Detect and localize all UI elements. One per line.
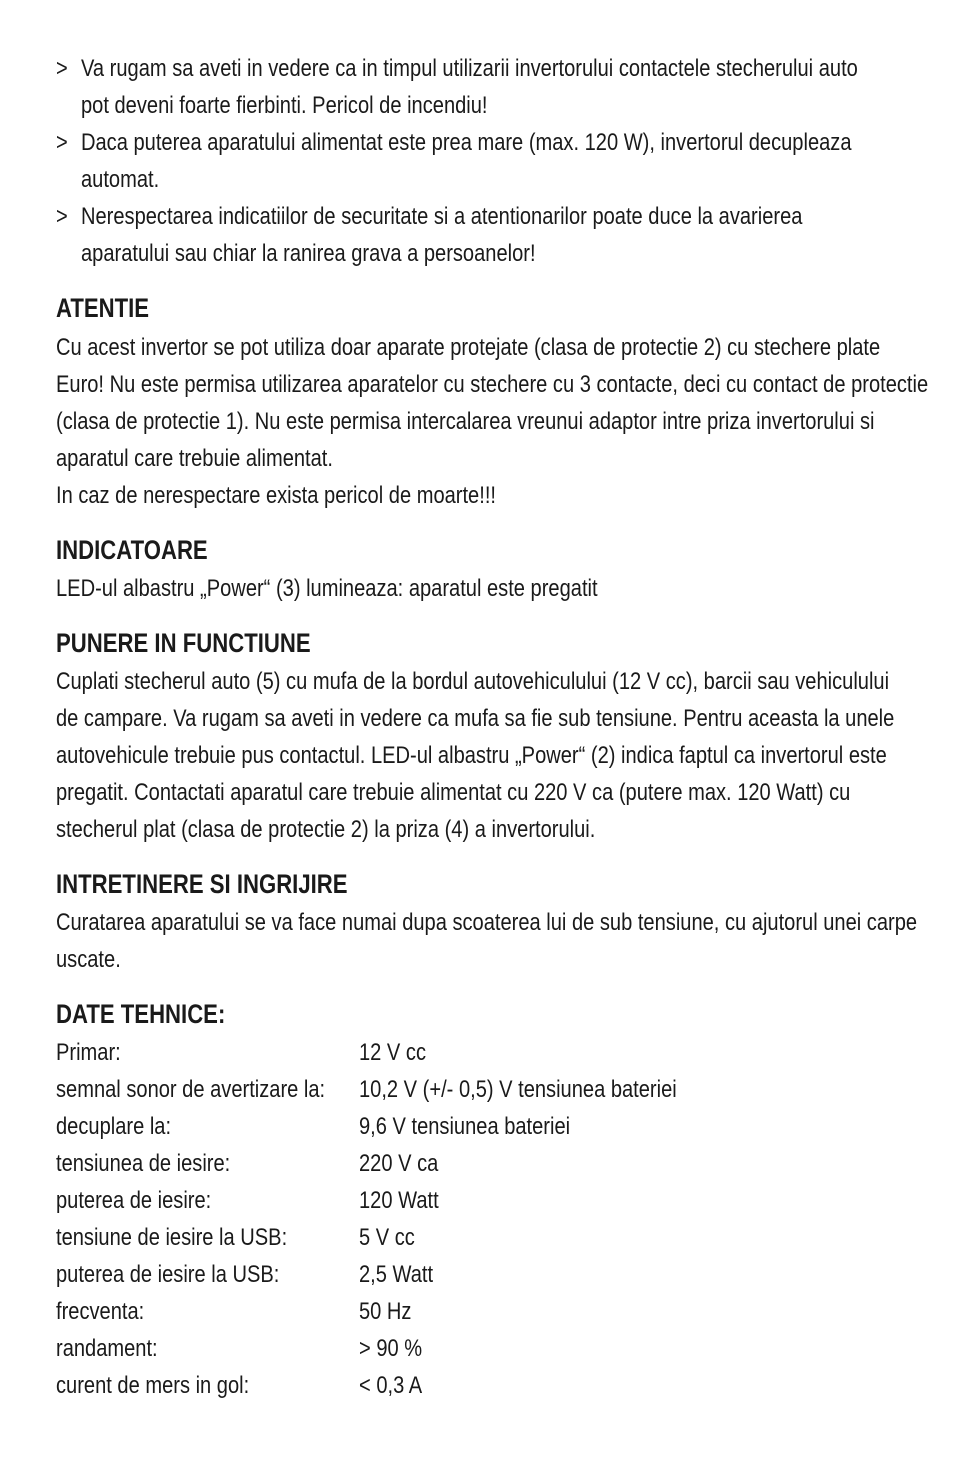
section-heading: DATE TEHNICE: xyxy=(56,999,226,1029)
paragraph-line: uscate. xyxy=(56,946,121,973)
spec-value: 12 V cc xyxy=(359,1039,427,1066)
spec-label: puterea de iesire la USB: xyxy=(56,1261,280,1288)
spec-label: tensiunea de iesire: xyxy=(56,1150,231,1177)
spec-value: 9,6 V tensiunea bateriei xyxy=(359,1113,571,1140)
spec-value: 10,2 V (+/- 0,5) V tensiunea bateriei xyxy=(359,1076,677,1103)
bullet-text: aparatului sau chiar la ranirea grava a persoanelor! xyxy=(81,240,536,267)
spec-label: tensiune de iesire la USB: xyxy=(56,1224,288,1251)
paragraph-line: In caz de nerespectare exista pericol de moarte!!! xyxy=(56,482,496,509)
paragraph-line: aparatul care trebuie alimentat. xyxy=(56,445,333,472)
paragraph-line: LED-ul albastru „Power“ (3) lumineaza: aparatul este pregatit xyxy=(56,575,598,602)
bullet-text: Nerespectarea indicatiilor de securitate si a atentionarilor poate duce la avarierea xyxy=(81,203,803,230)
spec-value: 50 Hz xyxy=(359,1298,412,1325)
bullet-marker: > xyxy=(56,55,68,82)
bullet-marker: > xyxy=(56,203,68,230)
section-heading: ATENTIE xyxy=(56,293,150,323)
section-heading: INDICATOARE xyxy=(56,535,208,565)
spec-label: curent de mers in gol: xyxy=(56,1372,250,1399)
section-heading: PUNERE IN FUNCTIUNE xyxy=(56,628,311,658)
spec-label: randament: xyxy=(56,1335,158,1362)
spec-label: puterea de iesire: xyxy=(56,1187,212,1214)
bullet-text: Va rugam sa aveti in vedere ca in timpul utilizarii invertorului contactele stecherului auto xyxy=(81,55,858,82)
bullet-text: Daca puterea aparatului alimentat este prea mare (max. 120 W), invertorul decupleaza xyxy=(81,129,852,156)
spec-value: 220 V ca xyxy=(359,1150,439,1177)
spec-value: < 0,3 A xyxy=(359,1372,423,1399)
spec-label: frecventa: xyxy=(56,1298,145,1325)
spec-value: > 90 % xyxy=(359,1335,423,1362)
paragraph-line: (clasa de protectie 1). Nu este permisa intercalarea vreunui adaptor intre priza invertorului si xyxy=(56,408,875,435)
paragraph-line: pregatit. Contactati aparatul care trebuie alimentat cu 220 V ca (putere max. 120 Watt) cu xyxy=(56,779,851,806)
section-heading: INTRETINERE SI INGRIJIRE xyxy=(56,869,348,899)
paragraph-line: de campare. Va rugam sa aveti in vedere ca mufa sa fie sub tensiune. Pentru aceasta la unele xyxy=(56,705,895,732)
bullet-marker: > xyxy=(56,129,68,156)
paragraph-line: stecherul plat (clasa de protectie 2) la priza (4) a invertorului. xyxy=(56,816,596,843)
spec-value: 120 Watt xyxy=(359,1187,439,1214)
paragraph-line: Cuplati stecherul auto (5) cu mufa de la bordul autovehiculului (12 V cc), barcii sau vehiculului xyxy=(56,668,890,695)
spec-value: 2,5 Watt xyxy=(359,1261,434,1288)
paragraph-line: Euro! Nu este permisa utilizarea aparatelor cu stechere cu 3 contacte, deci cu contact de protectie xyxy=(56,371,929,398)
spec-label: decuplare la: xyxy=(56,1113,172,1140)
paragraph-line: autovehicule trebuie pus contactul. LED-ul albastru „Power“ (2) indica faptul ca invertorul este xyxy=(56,742,887,769)
spec-label: semnal sonor de avertizare la: xyxy=(56,1076,326,1103)
spec-value: 5 V cc xyxy=(359,1224,415,1251)
bullet-text: automat. xyxy=(81,166,160,193)
spec-label: Primar: xyxy=(56,1039,121,1066)
bullet-text: pot deveni foarte fierbinti. Pericol de incendiu! xyxy=(81,92,488,119)
paragraph-line: Curatarea aparatului se va face numai dupa scoaterea lui de sub tensiune, cu ajutorul unei carpe xyxy=(56,909,918,936)
paragraph-line: Cu acest invertor se pot utiliza doar aparate protejate (clasa de protectie 2) cu stechere plate xyxy=(56,334,881,361)
